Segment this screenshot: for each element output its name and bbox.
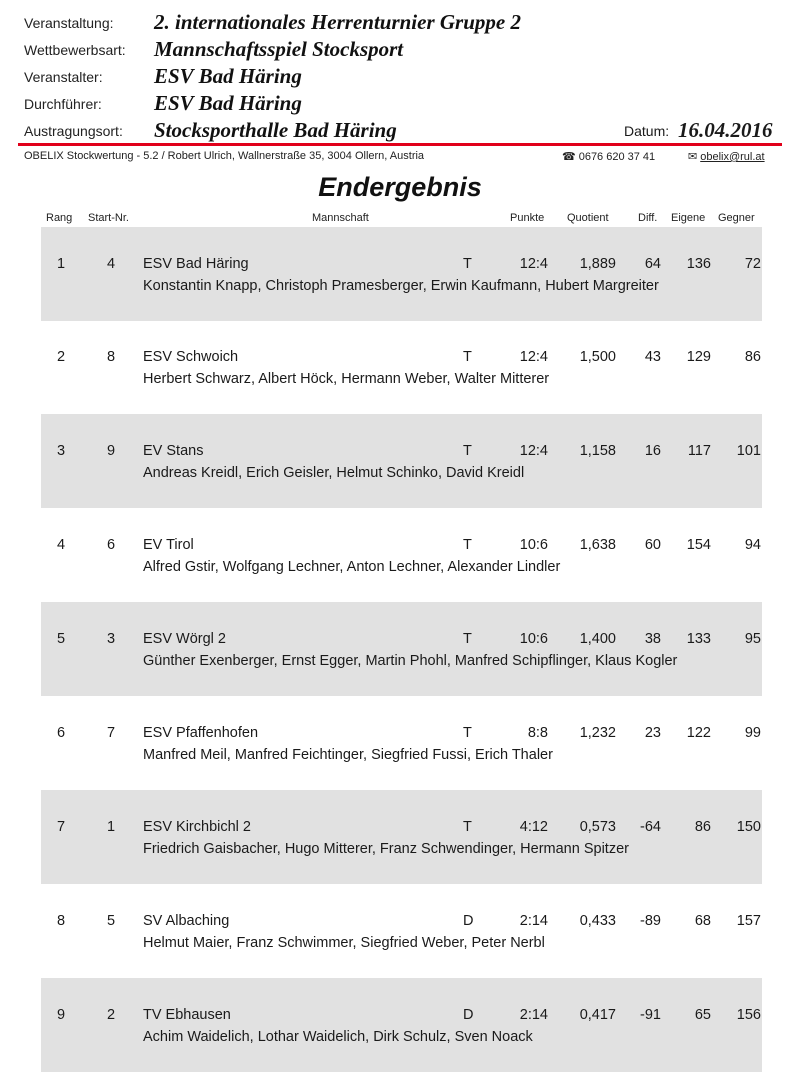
gegner-cell: 157 — [736, 913, 761, 929]
col-rang: Rang — [46, 212, 73, 224]
diff-cell: -91 — [640, 1007, 661, 1023]
gegner-cell: 150 — [736, 819, 761, 835]
phone-number: 0676 620 37 41 — [578, 151, 656, 163]
table-row — [41, 790, 762, 884]
col-mannschaft: Mannschaft — [312, 212, 369, 224]
header-label: Austragungsort: — [24, 123, 123, 139]
punkte-cell: 4:12 — [519, 819, 548, 835]
phone-icon: ☎ — [562, 151, 576, 163]
eigene-cell: 129 — [686, 349, 711, 365]
rang-cell: 3 — [57, 443, 66, 459]
players-cell: Günther Exenberger, Ernst Egger, Martin Phohl, Manfred Schipflinger, Klaus Kogler — [143, 653, 678, 669]
col-start-nr: Start-Nr. — [88, 212, 129, 224]
players-cell: Achim Waidelich, Lothar Waidelich, Dirk Schulz, Sven Noack — [143, 1029, 533, 1045]
software-credit: OBELIX Stockwertung - 5.2 / Robert Ulrich, Wallnerstraße 35, 3004 Ollern, Austria — [24, 150, 425, 162]
date-value: 16.04.2016 — [678, 118, 773, 142]
start-nr-cell: 1 — [107, 819, 116, 835]
group-cell: T — [463, 819, 472, 835]
team-cell: TV Ebhausen — [143, 1007, 231, 1023]
start-nr-cell: 4 — [107, 256, 116, 272]
col-diff: Diff. — [638, 212, 658, 224]
quotient-cell: 1,158 — [579, 443, 616, 459]
header-label: Wettbewerbsart: — [24, 42, 126, 58]
group-cell: D — [463, 913, 474, 929]
players-cell: Andreas Kreidl, Erich Geisler, Helmut Schinko, David Kreidl — [143, 465, 525, 481]
header-value: 2. internationales Herrenturnier Gruppe 2 — [154, 10, 521, 34]
start-nr-cell: 6 — [107, 537, 116, 553]
table-row — [41, 414, 762, 508]
email-contact[interactable] — [688, 150, 765, 163]
header-value: ESV Bad Häring — [154, 91, 302, 115]
punkte-cell: 12:4 — [519, 443, 548, 459]
punkte-cell: 2:14 — [519, 913, 548, 929]
group-cell: D — [463, 1007, 474, 1023]
rang-cell: 4 — [57, 537, 66, 553]
quotient-cell: 1,889 — [579, 256, 616, 272]
rang-cell: 7 — [57, 819, 66, 835]
diff-cell: 23 — [644, 725, 661, 741]
rang-cell: 5 — [57, 631, 66, 647]
date-label: Datum: — [624, 123, 670, 139]
software-info-line — [24, 150, 780, 166]
gegner-cell: 99 — [744, 725, 761, 741]
rang-cell: 8 — [57, 913, 66, 929]
table-row — [41, 227, 762, 321]
table-row — [41, 884, 762, 978]
team-cell: ESV Kirchbichl 2 — [143, 819, 251, 835]
email-link[interactable]: obelix@rul.at — [700, 151, 765, 163]
team-cell: ESV Bad Häring — [143, 256, 249, 272]
col-eigene: Eigene — [671, 212, 706, 224]
page-title: Endergebnis — [318, 172, 482, 202]
table-row — [41, 508, 762, 602]
phone-contact — [562, 150, 655, 163]
header-label: Veranstalter: — [24, 69, 103, 85]
eigene-cell: 136 — [686, 256, 711, 272]
eigene-cell: 65 — [694, 1007, 711, 1023]
diff-cell: -89 — [640, 913, 661, 929]
players-cell: Alfred Gstir, Wolfgang Lechner, Anton Lechner, Alexander Lindler — [143, 559, 561, 575]
start-nr-cell: 5 — [107, 913, 116, 929]
table-row — [41, 696, 762, 790]
header-row-wettbewerbsart — [24, 39, 784, 65]
punkte-cell: 2:14 — [519, 1007, 548, 1023]
eigene-cell: 86 — [694, 819, 711, 835]
quotient-cell: 0,433 — [579, 913, 616, 929]
punkte-cell: 10:6 — [519, 537, 548, 553]
header-label: Durchführer: — [24, 96, 102, 112]
col-punkte: Punkte — [510, 212, 545, 224]
quotient-cell: 0,573 — [579, 819, 616, 835]
diff-cell: 43 — [644, 349, 661, 365]
table-row — [41, 602, 762, 696]
team-cell: ESV Wörgl 2 — [143, 631, 226, 647]
group-cell: T — [463, 256, 472, 272]
team-cell: SV Albaching — [143, 913, 230, 929]
gegner-cell: 72 — [744, 256, 761, 272]
punkte-cell: 8:8 — [527, 725, 548, 741]
eigene-cell: 117 — [687, 443, 711, 459]
punkte-cell: 12:4 — [519, 256, 548, 272]
quotient-cell: 1,232 — [579, 725, 616, 741]
players-cell: Helmut Maier, Franz Schwimmer, Siegfried Weber, Peter Nerbl — [143, 935, 545, 951]
diff-cell: -64 — [640, 819, 661, 835]
header-label: Veranstaltung: — [24, 15, 114, 31]
diff-cell: 38 — [644, 631, 661, 647]
header-value: ESV Bad Häring — [154, 64, 302, 88]
start-nr-cell: 2 — [107, 1007, 116, 1023]
header-divider — [18, 143, 782, 146]
group-cell: T — [463, 631, 472, 647]
gegner-cell: 156 — [736, 1007, 761, 1023]
team-cell: ESV Schwoich — [143, 349, 239, 365]
players-cell: Herbert Schwarz, Albert Höck, Hermann Weber, Walter Mitterer — [143, 371, 550, 387]
header-value: Stocksporthalle Bad Häring — [154, 118, 397, 142]
start-nr-cell: 8 — [107, 349, 116, 365]
rang-cell: 1 — [57, 256, 66, 272]
quotient-cell: 1,500 — [579, 349, 616, 365]
col-quotient: Quotient — [567, 212, 609, 224]
players-cell: Friedrich Gaisbacher, Hugo Mitterer, Franz Schwendinger, Hermann Spitzer — [143, 841, 629, 857]
diff-cell: 60 — [644, 537, 661, 553]
gegner-cell: 86 — [744, 349, 761, 365]
quotient-cell: 0,417 — [579, 1007, 616, 1023]
header-value: Mannschaftsspiel Stocksport — [154, 37, 404, 61]
quotient-cell: 1,400 — [579, 631, 616, 647]
rang-cell: 9 — [57, 1007, 66, 1023]
group-cell: T — [463, 443, 472, 459]
eigene-cell: 68 — [694, 913, 711, 929]
eigene-cell: 154 — [686, 537, 711, 553]
gegner-cell: 95 — [744, 631, 761, 647]
rang-cell: 2 — [57, 349, 66, 365]
start-nr-cell: 9 — [107, 443, 116, 459]
start-nr-cell: 7 — [107, 725, 116, 741]
header-row-veranstaltung — [24, 12, 784, 38]
group-cell: T — [463, 349, 472, 365]
start-nr-cell: 3 — [107, 631, 116, 647]
table-row — [41, 978, 762, 1072]
col-gegner: Gegner — [718, 212, 755, 224]
diff-cell: 64 — [644, 256, 661, 272]
quotient-cell: 1,638 — [579, 537, 616, 553]
header-row-veranstalter — [24, 66, 784, 92]
team-cell: ESV Pfaffenhofen — [143, 725, 259, 741]
table-row — [41, 320, 762, 414]
eigene-cell: 133 — [686, 631, 711, 647]
eigene-cell: 122 — [686, 725, 711, 741]
team-cell: EV Tirol — [143, 537, 194, 553]
rang-cell: 6 — [57, 725, 66, 741]
header-row-durchfuehrer — [24, 93, 784, 119]
punkte-cell: 10:6 — [519, 631, 548, 647]
envelope-icon: ✉ — [688, 151, 698, 163]
group-cell: T — [463, 537, 472, 553]
gegner-cell: 94 — [744, 537, 761, 553]
players-cell: Manfred Meil, Manfred Feichtinger, Siegfried Fussi, Erich Thaler — [143, 747, 553, 763]
players-cell: Konstantin Knapp, Christoph Pramesberger, Erwin Kaufmann, Hubert Margreiter — [143, 278, 659, 294]
gegner-cell: 101 — [736, 443, 761, 459]
diff-cell: 16 — [644, 443, 661, 459]
punkte-cell: 12:4 — [519, 349, 548, 365]
team-cell: EV Stans — [143, 443, 204, 459]
group-cell: T — [463, 725, 472, 741]
